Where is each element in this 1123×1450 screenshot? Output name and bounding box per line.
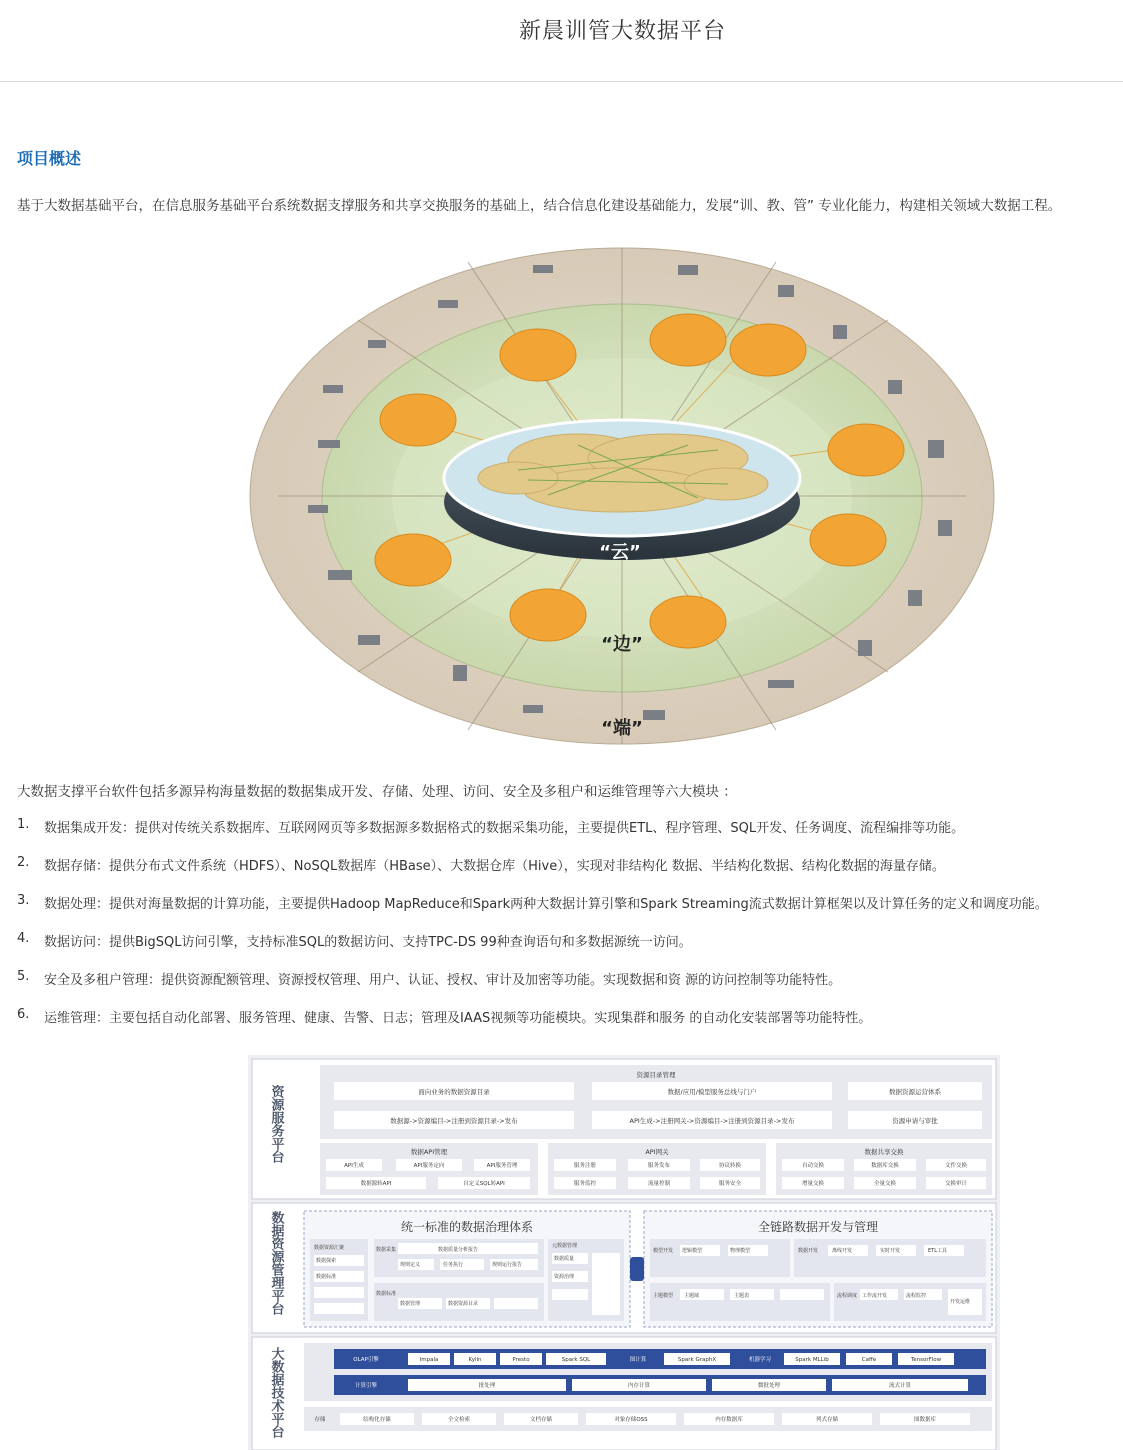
storage-cell: 全文检索 [447,1417,471,1423]
layer-title-data-mgmt: 数据资源管理平台 [268,1211,284,1315]
governance-item: 数据采集 [376,1247,397,1253]
api-gateway-item: 协议转换 [718,1163,742,1169]
list-item-text: 数据存储：提供分布式文件系统（HDFS）、NoSQL数据库（HBase）、大数据仓库（Hive），实现对非结构化 数据、半结构化数据、结构化数据的海量存储。 [44,859,945,874]
data-exchange-item: 增量交换 [801,1181,825,1187]
dev-mgmt-item: 流程监控 [906,1293,927,1299]
governance-item: 元数据管理 [552,1243,578,1249]
list-item-number: 1. [17,817,30,832]
api-mgmt-item: 数据源转API [360,1181,392,1187]
catalog-cell: 数据源->资源编目->注册到资源目录->发布 [390,1117,518,1125]
tech-cell: Spark MLLib [795,1357,829,1363]
governance-item: 数据标准 [316,1274,337,1280]
api-mgmt-item: API生成 [344,1163,364,1169]
tech-cell: 批处理 [478,1383,496,1389]
dev-mgmt-item: 主题表 [734,1293,750,1299]
governance-title: 统一标准的数据治理体系 [400,1220,534,1234]
tech-cell: Presto [512,1357,530,1363]
dev-mgmt-item: 逻辑模型 [682,1248,703,1254]
dev-mgmt-item: 主题域 [684,1293,700,1299]
tech-cell: 微批处理 [757,1383,781,1389]
list-item-number: 2. [17,855,30,870]
governance-item: 数据管理 [400,1301,421,1307]
catalog-cell: 数据/应用/模型服务总线与门户 [667,1088,757,1096]
list-item-number: 6. [17,1007,30,1022]
list-item-number: 4. [17,931,30,946]
data-exchange-item: 自动交换 [801,1163,825,1169]
api-gateway-item: 服务监控 [573,1181,597,1187]
header-divider [0,81,1123,82]
tech-cell: Spark GraphX [677,1357,717,1363]
governance-item: 数据探索 [316,1258,337,1264]
api-gateway-item: 流量控制 [647,1181,671,1187]
catalog-cell: API生成->注册网关->资源编目->注册到资源目录->发布 [629,1117,795,1125]
list-item-number: 3. [17,893,30,908]
dev-mgmt-item: 模型开发 [653,1248,674,1254]
governance-item: 数据标准 [376,1291,397,1297]
label-edge: “边” [601,634,643,655]
list-item [17,1007,1117,1045]
list-item-text: 数据处理：提供对海量数据的计算功能，主要提供Hadoop MapReduce和Spark两种大数据计算引擎和Spark Streaming流式数据计算框架以及计算任务的定义和调度功能。 [44,897,1048,912]
dev-mgmt-item: 主题模型 [653,1293,674,1299]
governance-item: 规则定义 [400,1262,421,1268]
dev-mgmt-item: 离线开发 [832,1248,853,1254]
catalog-cell: 资源申请与审批 [892,1117,938,1125]
list-item-number: 5. [17,969,30,984]
tech-cell: OLAP引擎 [353,1357,379,1363]
resource-catalog-title: 资源目录管理 [636,1071,676,1079]
governance-item: 数据资源目录 [448,1301,479,1307]
storage-cell: 文档存储 [529,1417,553,1423]
governance-item: 数据质量分析报告 [438,1247,479,1253]
governance-item: 规则运行报告 [492,1262,523,1268]
list-item-text: 数据集成开发：提供对传统关系数据库、互联网网页等多数据源多数据格式的数据采集功能，主要提供ETL、程序管理、SQL开发、任务调度、流程编排等功能。 [44,821,965,836]
layer-title-tech: 大数据技术平台 [268,1347,284,1438]
dev-mgmt-item: ETL工具 [928,1248,947,1254]
list-item [17,817,1117,855]
governance-item: 任务执行 [443,1262,464,1268]
list-item [17,855,1117,893]
architecture-diagram [248,1055,1000,1450]
layer-title-resource: 资源服务平台 [268,1085,284,1163]
api-mgmt-item: API服务定向 [413,1163,445,1169]
api-mgmt-item: API服务管理 [486,1163,518,1169]
dev-mgmt-item: 物理模型 [730,1248,751,1254]
api-mgmt-item: 自定义SQL转API [463,1181,505,1187]
api-gateway-item: 服务注册 [573,1163,597,1169]
data-exchange-item: 全量交换 [873,1181,897,1187]
api-gateway-item: 服务安全 [718,1181,742,1187]
data-exchange-item: 交换审计 [944,1181,968,1187]
dev-mgmt-title: 全链路数据开发与管理 [757,1220,879,1234]
tech-cell: Kylin [468,1357,482,1363]
catalog-cell: 数据资源运营体系 [889,1088,941,1096]
tech-cell: Spark SQL [561,1357,591,1363]
tech-cell: 内存计算 [627,1383,651,1389]
tech-cell: 机器学习 [748,1357,772,1363]
dev-mgmt-item: 数据开发 [798,1248,819,1254]
list-item-text: 数据访问：提供BigSQL访问引擎，支持标准SQL的数据访问、支持TPC-DS 99种查询语句和多数据源统一访问。 [44,935,692,950]
governance-item: 数据质量 [554,1256,575,1262]
api-gateway-title: API网关 [645,1148,669,1156]
list-item [17,969,1117,1007]
governance-item: 数据资源汇聚 [314,1245,345,1251]
modules-intro: 大数据支撑平台软件包括多源异构海量数据的数据集成开发、存储、处理、访问、安全及多租户和运维管理等六大模块 ： [17,784,737,800]
list-item [17,893,1117,931]
api-mgmt-title: 数据API管理 [410,1148,448,1156]
tech-cell: Caffe [861,1357,877,1363]
data-exchange-title: 数据共享交换 [864,1148,904,1156]
governance-item: 资源治理 [554,1274,575,1280]
list-item-text: 运维管理：主要包括自动化部署、服务管理、健康、告警、日志；管理及IAAS视频等功能模块。实现集群和服务 的自动化安装部署等功能特性。 [44,1011,872,1026]
section-heading: 项目概述 [17,149,82,168]
cloud-edge-terminal-diagram [248,240,1000,750]
page-title: 新晨训管大数据平台 [518,19,726,44]
storage-cell: 存储 [314,1417,326,1423]
dev-mgmt-item: 实时开发 [880,1248,901,1254]
storage-cell: 结构化存储 [363,1417,391,1423]
dev-mgmt-item: 工作流开发 [862,1293,888,1299]
overview-intro: 基于大数据基础平台，在信息服务基础平台系统数据支撑服务和共享交换服务的基础上，结合信息化建设基础能力，发展“训、教、管” 专业化能力，构建相关领域大数据工程。 [17,198,1062,214]
label-cloud: “云” [599,542,641,563]
storage-cell: 图数据库 [913,1417,937,1423]
tech-cell: Impala [419,1357,439,1363]
data-exchange-item: 文件交换 [944,1163,968,1169]
dev-mgmt-item: 开发运维 [950,1299,971,1305]
tech-cell: 计算引擎 [354,1383,378,1389]
api-gateway-item: 服务发布 [647,1163,671,1169]
tech-cell: TensorFlow [910,1357,942,1363]
label-terminal: “端” [601,718,643,739]
module-list [17,817,1117,1045]
storage-cell: 列式存储 [815,1417,839,1423]
dev-mgmt-item: 流程调度 [837,1293,858,1299]
data-exchange-item: 数据库交换 [871,1163,899,1169]
catalog-cell: 面向业务的数据资源目录 [418,1088,490,1096]
storage-cell: 对象存储OSS [614,1417,648,1423]
list-item-text: 安全及多租户管理：提供资源配额管理、资源授权管理、用户、认证、授权、审计及加密等功能。实现数据和资 源的访问控制等功能特性。 [44,973,842,988]
tech-cell: 图计算 [629,1357,647,1363]
tech-cell: 流式计算 [888,1383,912,1389]
storage-cell: 内存数据库 [715,1417,743,1423]
list-item [17,931,1117,969]
